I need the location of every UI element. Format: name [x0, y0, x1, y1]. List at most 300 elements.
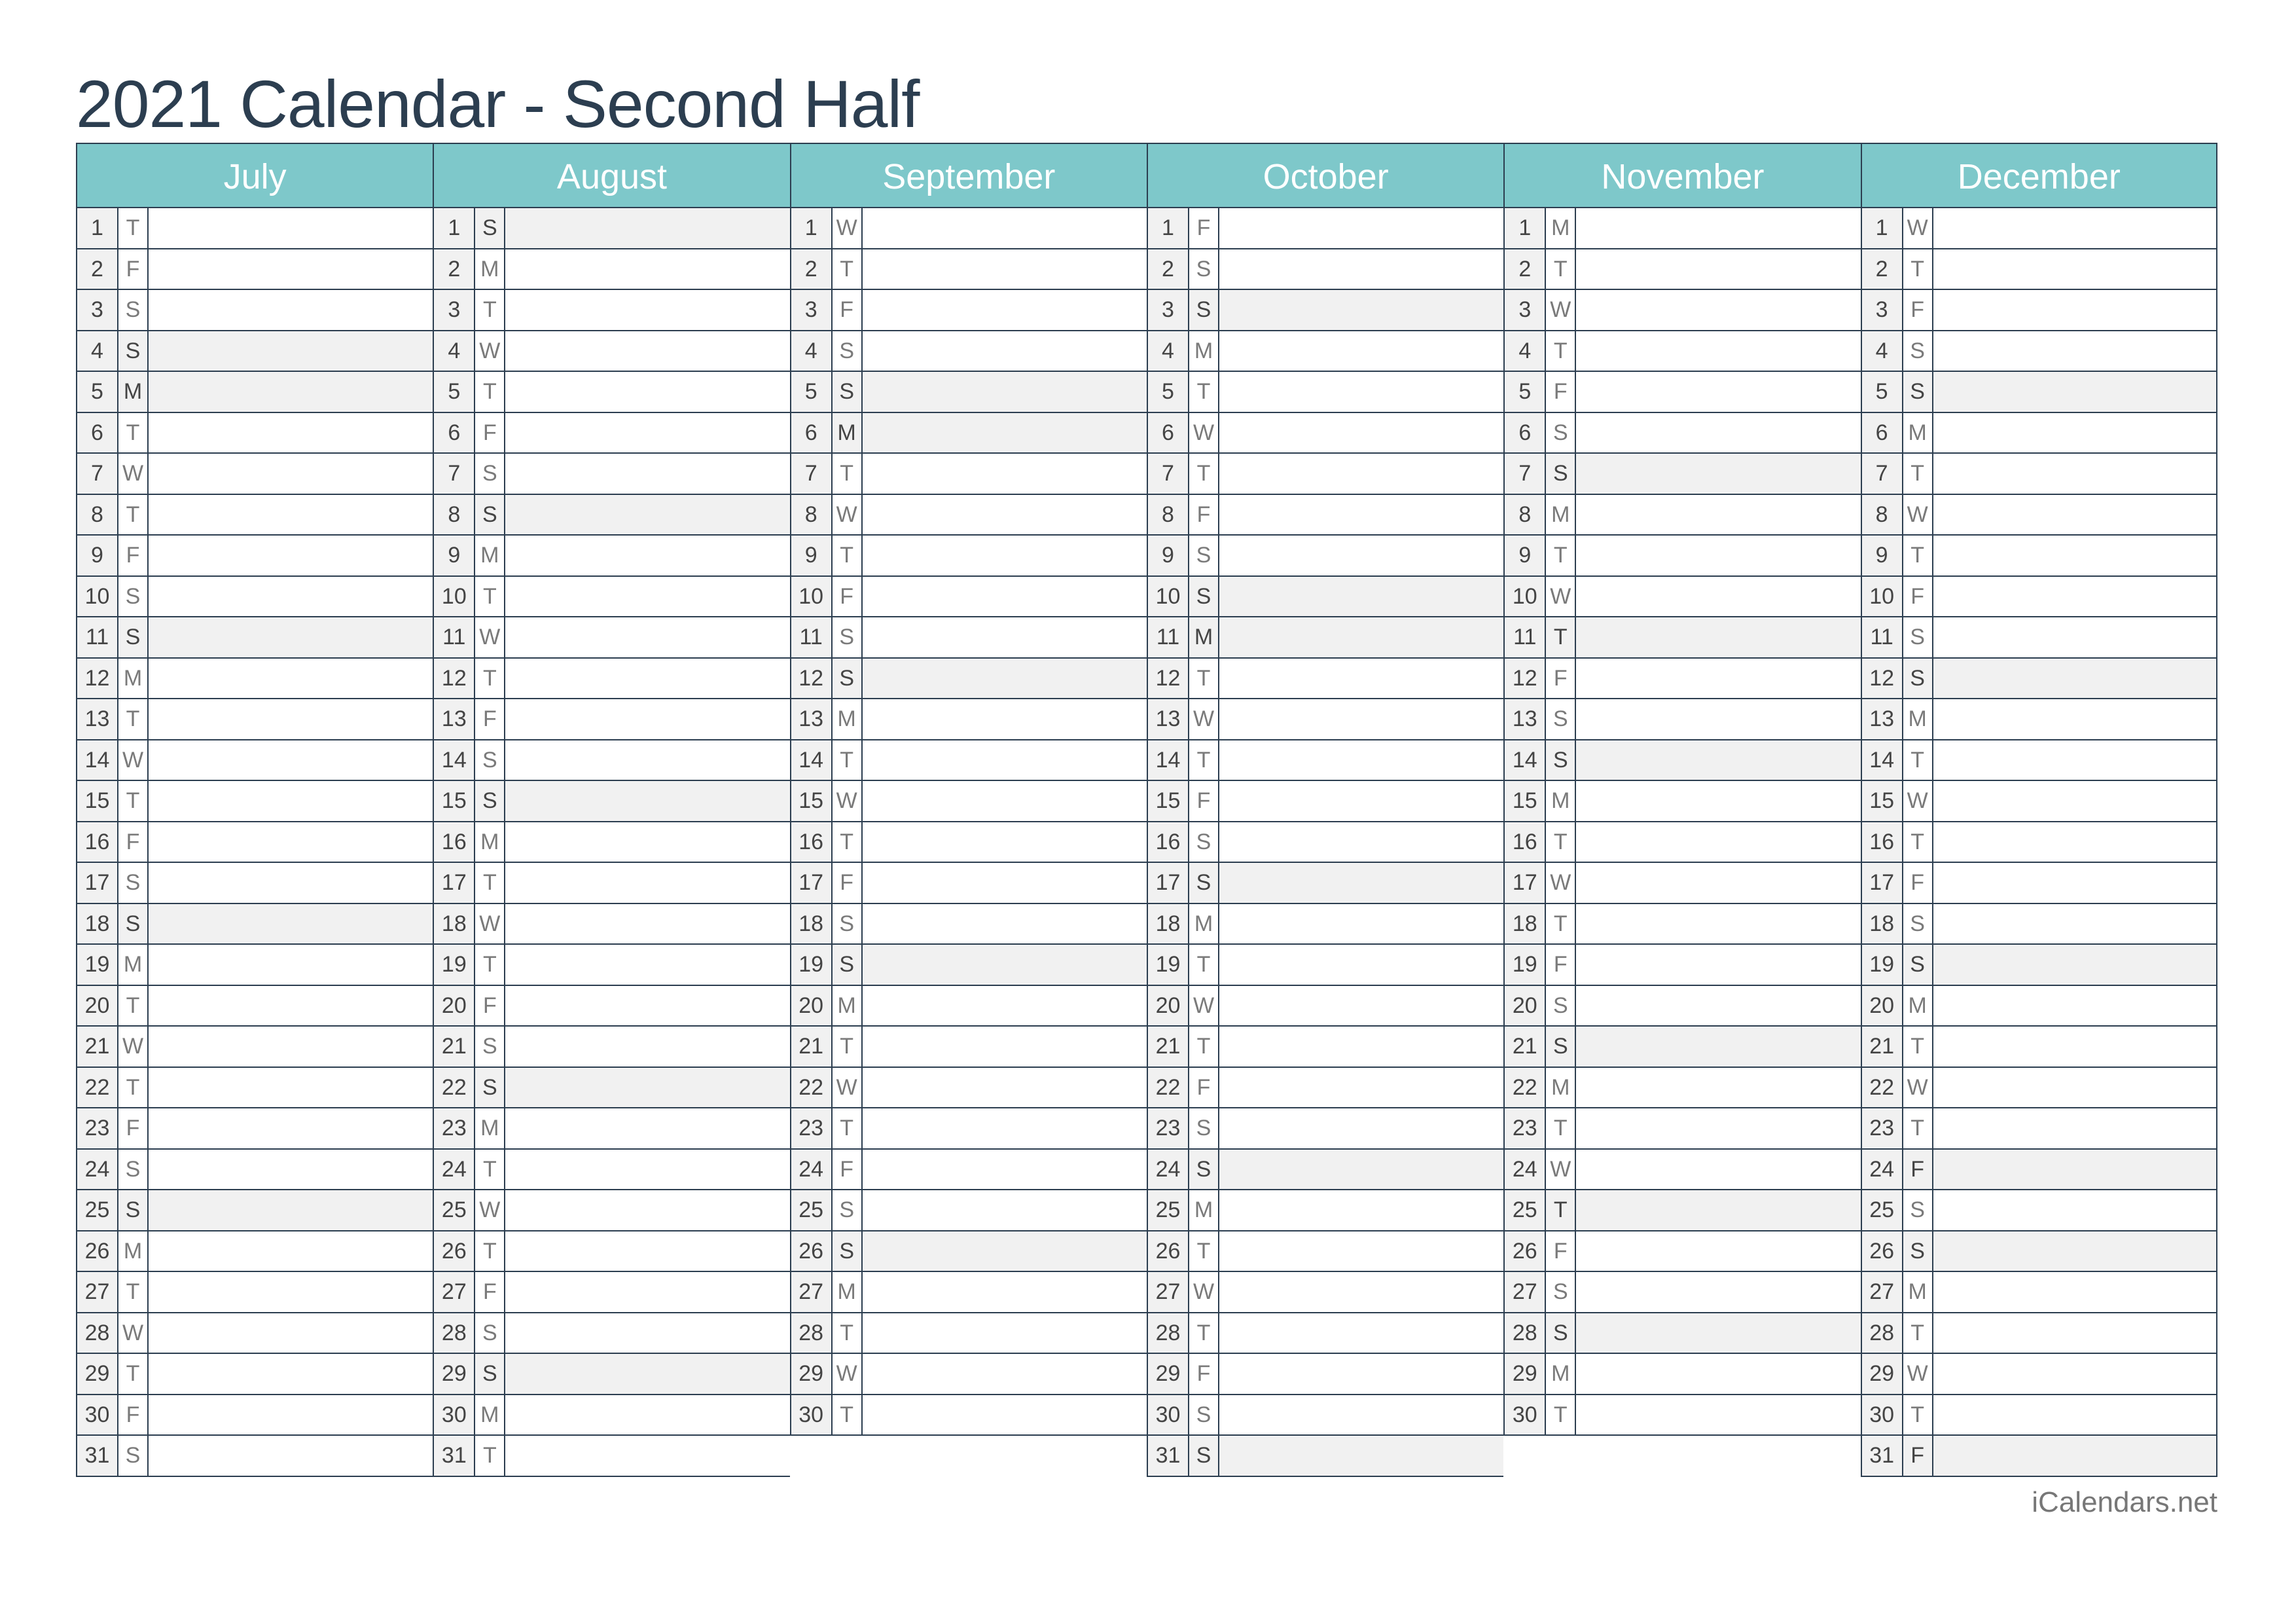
day-row [1861, 699, 2217, 740]
note-cell[interactable] [1576, 249, 1860, 289]
note-cell[interactable] [149, 1354, 433, 1394]
day-row [1503, 454, 1860, 495]
note-cell[interactable] [1576, 863, 1860, 903]
weekday-letter: W [1903, 781, 1933, 821]
note-cell[interactable] [863, 740, 1147, 780]
note-cell[interactable] [863, 822, 1147, 862]
note-cell[interactable] [1219, 495, 1503, 535]
note-cell[interactable] [505, 659, 789, 699]
weekday-letter: M [475, 822, 505, 862]
note-cell[interactable] [1219, 1231, 1503, 1271]
day-number: 10 [1862, 577, 1903, 617]
note-cell[interactable] [1933, 249, 2216, 289]
note-cell[interactable] [149, 1395, 433, 1435]
weekday-letter: S [475, 781, 505, 821]
note-cell[interactable] [1576, 617, 1860, 657]
note-cell[interactable] [1933, 986, 2216, 1026]
note-cell[interactable] [1933, 617, 2216, 657]
note-cell[interactable] [863, 863, 1147, 903]
weekday-letter: T [1189, 740, 1219, 780]
page-title: 2021 Calendar - Second Half [76, 67, 920, 141]
note-cell[interactable] [1576, 372, 1860, 412]
note-cell[interactable] [149, 781, 433, 821]
note-cell[interactable] [505, 945, 789, 985]
note-cell[interactable] [149, 1068, 433, 1108]
weekday-letter: T [833, 740, 863, 780]
weekday-letter: T [833, 1395, 863, 1435]
note-cell[interactable] [1576, 413, 1860, 453]
day-number: 17 [1148, 863, 1189, 903]
weekday-letter: T [118, 1068, 149, 1108]
weekday-letter: S [1903, 372, 1933, 412]
day-number: 14 [1148, 740, 1189, 780]
note-cell[interactable] [1933, 290, 2216, 330]
weekday-letter: M [118, 659, 149, 699]
note-cell[interactable] [149, 577, 433, 617]
weekday-letter: M [1189, 331, 1219, 371]
weekday-letter: S [118, 863, 149, 903]
note-cell[interactable] [1219, 699, 1503, 739]
note-cell[interactable] [505, 1150, 789, 1190]
note-cell[interactable] [1933, 1150, 2216, 1190]
weekday-letter: W [118, 1027, 149, 1067]
weekday-letter: W [118, 454, 149, 494]
day-row [433, 1395, 789, 1436]
note-cell[interactable] [863, 1354, 1147, 1394]
note-cell[interactable] [149, 454, 433, 494]
note-cell[interactable] [1576, 1272, 1860, 1312]
weekday-letter: M [475, 1108, 505, 1148]
day-row [76, 208, 433, 249]
note-cell[interactable] [505, 290, 789, 330]
note-cell[interactable] [863, 1068, 1147, 1108]
day-number: 2 [77, 249, 118, 289]
note-cell[interactable] [1933, 1190, 2216, 1230]
note-cell[interactable] [1576, 495, 1860, 535]
day-row [1503, 1027, 1860, 1068]
note-cell[interactable] [1219, 1150, 1503, 1190]
note-cell[interactable] [505, 1108, 789, 1148]
note-cell[interactable] [1576, 659, 1860, 699]
day-row [790, 822, 1147, 864]
note-cell[interactable] [863, 372, 1147, 412]
day-number: 6 [1148, 413, 1189, 453]
note-cell[interactable] [149, 1108, 433, 1148]
note-cell[interactable] [1219, 1068, 1503, 1108]
note-cell[interactable] [863, 454, 1147, 494]
note-cell[interactable] [1933, 781, 2216, 821]
weekday-letter: T [118, 1354, 149, 1394]
note-cell[interactable] [149, 208, 433, 248]
note-cell[interactable] [1219, 454, 1503, 494]
day-row [790, 740, 1147, 782]
weekday-letter: F [475, 986, 505, 1026]
note-cell[interactable] [1576, 904, 1860, 944]
note-cell[interactable] [149, 1150, 433, 1190]
note-cell[interactable] [149, 822, 433, 862]
note-cell[interactable] [149, 740, 433, 780]
note-cell[interactable] [1576, 699, 1860, 739]
note-cell[interactable] [863, 1272, 1147, 1312]
day-number: 31 [1862, 1436, 1903, 1476]
note-cell[interactable] [1933, 1436, 2216, 1476]
day-row [76, 781, 433, 822]
note-cell[interactable] [863, 1190, 1147, 1230]
day-row [76, 945, 433, 986]
note-cell[interactable] [149, 495, 433, 535]
day-number: 21 [1148, 1027, 1189, 1067]
note-cell[interactable] [1576, 290, 1860, 330]
day-row [1147, 536, 1503, 577]
day-number: 13 [1505, 699, 1546, 739]
day-row [790, 1150, 1147, 1191]
note-cell[interactable] [1933, 1108, 2216, 1148]
note-cell[interactable] [1219, 863, 1503, 903]
weekday-letter: W [1189, 699, 1219, 739]
note-cell[interactable] [1219, 208, 1503, 248]
day-row [433, 1068, 789, 1109]
note-cell[interactable] [1219, 904, 1503, 944]
note-cell[interactable] [863, 290, 1147, 330]
note-cell[interactable] [149, 1027, 433, 1067]
note-cell[interactable] [505, 372, 789, 412]
note-cell[interactable] [505, 331, 789, 371]
day-row [1147, 945, 1503, 986]
day-number: 4 [791, 331, 833, 371]
note-cell[interactable] [1219, 1272, 1503, 1312]
note-cell[interactable] [149, 372, 433, 412]
day-number: 9 [1505, 536, 1546, 575]
note-cell[interactable] [505, 208, 789, 248]
day-number: 3 [1148, 290, 1189, 330]
note-cell[interactable] [1219, 372, 1503, 412]
day-row [790, 781, 1147, 822]
note-cell[interactable] [1219, 1108, 1503, 1148]
day-number: 27 [1862, 1272, 1903, 1312]
note-cell[interactable] [1219, 617, 1503, 657]
note-cell[interactable] [1933, 1395, 2216, 1435]
day-number: 23 [1148, 1108, 1189, 1148]
note-cell[interactable] [149, 904, 433, 944]
note-cell[interactable] [863, 659, 1147, 699]
note-cell[interactable] [505, 1027, 789, 1067]
weekday-letter: T [1546, 249, 1576, 289]
note-cell[interactable] [1576, 577, 1860, 617]
weekday-letter: F [475, 699, 505, 739]
note-cell[interactable] [505, 1436, 789, 1476]
day-number: 15 [1148, 781, 1189, 821]
note-cell[interactable] [505, 863, 789, 903]
note-cell[interactable] [1576, 1231, 1860, 1271]
day-row [433, 1272, 789, 1313]
note-cell[interactable] [1219, 1190, 1503, 1230]
note-cell[interactable] [863, 495, 1147, 535]
note-cell[interactable] [505, 740, 789, 780]
note-cell[interactable] [149, 1272, 433, 1312]
day-row [1861, 1272, 2217, 1313]
note-cell[interactable] [1219, 331, 1503, 371]
day-number: 5 [1505, 372, 1546, 412]
note-cell[interactable] [863, 577, 1147, 617]
note-cell[interactable] [1933, 699, 2216, 739]
day-number: 9 [1148, 536, 1189, 575]
month-header: July [76, 143, 433, 208]
note-cell[interactable] [1933, 577, 2216, 617]
note-cell[interactable] [1933, 454, 2216, 494]
day-row [790, 1313, 1147, 1355]
note-cell[interactable] [1933, 945, 2216, 985]
weekday-letter: S [1903, 1190, 1933, 1230]
day-number: 1 [1862, 208, 1903, 248]
note-cell[interactable] [505, 1231, 789, 1271]
note-cell[interactable] [1576, 740, 1860, 780]
note-cell[interactable] [1219, 577, 1503, 617]
month-column-november [1503, 143, 1860, 1477]
note-cell[interactable] [149, 1190, 433, 1230]
note-cell[interactable] [149, 699, 433, 739]
note-cell[interactable] [1219, 1027, 1503, 1067]
note-cell[interactable] [505, 904, 789, 944]
note-cell[interactable] [149, 249, 433, 289]
note-cell[interactable] [1933, 1272, 2216, 1312]
note-cell[interactable] [149, 536, 433, 575]
note-cell[interactable] [863, 536, 1147, 575]
weekday-letter: T [1546, 536, 1576, 575]
note-cell[interactable] [505, 1272, 789, 1312]
weekday-letter: S [1189, 577, 1219, 617]
note-cell[interactable] [505, 454, 789, 494]
note-cell[interactable] [1933, 372, 2216, 412]
note-cell[interactable] [1933, 536, 2216, 575]
note-cell[interactable] [505, 413, 789, 453]
day-row [1861, 1068, 2217, 1109]
note-cell[interactable] [863, 1027, 1147, 1067]
note-cell[interactable] [1576, 1068, 1860, 1108]
note-cell[interactable] [1933, 904, 2216, 944]
note-cell[interactable] [1933, 1231, 2216, 1271]
day-number: 14 [1505, 740, 1546, 780]
note-cell[interactable] [505, 536, 789, 575]
note-cell[interactable] [149, 617, 433, 657]
note-cell[interactable] [863, 617, 1147, 657]
note-cell[interactable] [1576, 781, 1860, 821]
weekday-letter: F [1546, 659, 1576, 699]
note-cell[interactable] [505, 1190, 789, 1230]
weekday-letter: F [1903, 1436, 1933, 1476]
day-number: 2 [1148, 249, 1189, 289]
note-cell[interactable] [863, 1395, 1147, 1435]
note-cell[interactable] [149, 1231, 433, 1271]
note-cell[interactable] [505, 781, 789, 821]
weekday-letter: S [1546, 1313, 1576, 1353]
day-row [790, 208, 1147, 249]
note-cell[interactable] [149, 290, 433, 330]
day-number: 13 [1148, 699, 1189, 739]
note-cell[interactable] [863, 413, 1147, 453]
note-cell[interactable] [149, 945, 433, 985]
weekday-letter: W [1546, 1150, 1576, 1190]
day-number: 4 [77, 331, 118, 371]
note-cell[interactable] [1933, 863, 2216, 903]
note-cell[interactable] [863, 1108, 1147, 1148]
note-cell[interactable] [505, 1395, 789, 1435]
note-cell[interactable] [1576, 1313, 1860, 1353]
note-cell[interactable] [1219, 1354, 1503, 1394]
weekday-letter: S [118, 331, 149, 371]
note-cell[interactable] [863, 331, 1147, 371]
day-number: 30 [791, 1395, 833, 1435]
weekday-letter: F [833, 577, 863, 617]
note-cell[interactable] [863, 945, 1147, 985]
day-row [1503, 1354, 1860, 1395]
note-cell[interactable] [1933, 208, 2216, 248]
note-cell[interactable] [505, 822, 789, 862]
note-cell[interactable] [1219, 1436, 1503, 1476]
note-cell[interactable] [1219, 1313, 1503, 1353]
note-cell[interactable] [1576, 1395, 1860, 1435]
weekday-letter: T [1903, 249, 1933, 289]
day-number: 30 [1505, 1395, 1546, 1435]
note-cell[interactable] [1933, 413, 2216, 453]
note-cell[interactable] [1219, 290, 1503, 330]
note-cell[interactable] [149, 1313, 433, 1353]
note-cell[interactable] [1933, 822, 2216, 862]
day-row [1861, 577, 2217, 618]
note-cell[interactable] [1933, 331, 2216, 371]
day-row [1147, 495, 1503, 536]
note-cell[interactable] [1219, 659, 1503, 699]
weekday-letter: T [833, 249, 863, 289]
day-number: 31 [1148, 1436, 1189, 1476]
note-cell[interactable] [149, 413, 433, 453]
note-cell[interactable] [1219, 781, 1503, 821]
note-cell[interactable] [1576, 822, 1860, 862]
day-row [433, 536, 789, 577]
note-cell[interactable] [1219, 413, 1503, 453]
note-cell[interactable] [1576, 454, 1860, 494]
day-row [76, 1027, 433, 1068]
day-number: 7 [1505, 454, 1546, 494]
note-cell[interactable] [1933, 1068, 2216, 1108]
note-cell[interactable] [1933, 1313, 2216, 1353]
day-row [1861, 454, 2217, 495]
day-number: 11 [1862, 617, 1903, 657]
day-row [1147, 1150, 1503, 1191]
day-row [1503, 536, 1860, 577]
day-row [76, 822, 433, 864]
weekday-letter: F [1189, 1068, 1219, 1108]
weekday-letter: T [1903, 536, 1933, 575]
note-cell[interactable] [1219, 822, 1503, 862]
day-row [76, 495, 433, 536]
note-cell[interactable] [1219, 536, 1503, 575]
weekday-letter: T [475, 945, 505, 985]
note-cell[interactable] [505, 617, 789, 657]
note-cell[interactable] [1576, 1354, 1860, 1394]
note-cell[interactable] [863, 986, 1147, 1026]
note-cell[interactable] [505, 1313, 789, 1353]
day-number: 26 [77, 1231, 118, 1271]
day-number: 30 [1862, 1395, 1903, 1435]
note-cell[interactable] [1933, 659, 2216, 699]
weekday-letter: T [1903, 1027, 1933, 1067]
note-cell[interactable] [1219, 1395, 1503, 1435]
day-number: 25 [77, 1190, 118, 1230]
note-cell[interactable] [1576, 1150, 1860, 1190]
weekday-letter: M [1189, 904, 1219, 944]
day-row [790, 249, 1147, 291]
day-number: 24 [791, 1150, 833, 1190]
note-cell[interactable] [505, 577, 789, 617]
note-cell[interactable] [505, 495, 789, 535]
weekday-letter: S [833, 659, 863, 699]
day-row [76, 249, 433, 291]
note-cell[interactable] [863, 904, 1147, 944]
note-cell[interactable] [1219, 986, 1503, 1026]
note-cell[interactable] [149, 863, 433, 903]
day-number: 3 [1505, 290, 1546, 330]
note-cell[interactable] [505, 1354, 789, 1394]
day-row [433, 781, 789, 822]
note-cell[interactable] [1576, 1190, 1860, 1230]
weekday-letter: T [475, 1436, 505, 1476]
weekday-letter: S [1189, 863, 1219, 903]
note-cell[interactable] [505, 699, 789, 739]
note-cell[interactable] [1933, 740, 2216, 780]
note-cell[interactable] [1576, 331, 1860, 371]
note-cell[interactable] [1933, 1354, 2216, 1394]
day-row [1503, 1272, 1860, 1313]
weekday-letter: T [1903, 822, 1933, 862]
note-cell[interactable] [863, 208, 1147, 248]
day-row [790, 945, 1147, 986]
note-cell[interactable] [149, 331, 433, 371]
day-row [1147, 617, 1503, 659]
note-cell[interactable] [863, 699, 1147, 739]
note-cell[interactable] [1576, 536, 1860, 575]
note-cell[interactable] [1576, 986, 1860, 1026]
note-cell[interactable] [149, 659, 433, 699]
note-cell[interactable] [863, 1150, 1147, 1190]
note-cell[interactable] [1933, 1027, 2216, 1067]
note-cell[interactable] [1576, 1108, 1860, 1148]
note-cell[interactable] [863, 1313, 1147, 1353]
day-number: 20 [1148, 986, 1189, 1026]
note-cell[interactable] [505, 249, 789, 289]
note-cell[interactable] [1219, 740, 1503, 780]
note-cell[interactable] [863, 781, 1147, 821]
note-cell[interactable] [863, 1231, 1147, 1271]
note-cell[interactable] [1576, 945, 1860, 985]
note-cell[interactable] [505, 1068, 789, 1108]
note-cell[interactable] [149, 986, 433, 1026]
weekday-letter: S [118, 904, 149, 944]
note-cell[interactable] [1219, 945, 1503, 985]
weekday-letter: T [475, 863, 505, 903]
note-cell[interactable] [1933, 495, 2216, 535]
note-cell[interactable] [1576, 1027, 1860, 1067]
weekday-letter: T [1189, 1027, 1219, 1067]
weekday-letter: F [1546, 945, 1576, 985]
note-cell[interactable] [1219, 249, 1503, 289]
note-cell[interactable] [863, 249, 1147, 289]
day-number: 6 [434, 413, 475, 453]
day-row [1861, 822, 2217, 864]
note-cell[interactable] [1576, 208, 1860, 248]
note-cell[interactable] [505, 986, 789, 1026]
day-row [1503, 986, 1860, 1027]
note-cell[interactable] [149, 1436, 433, 1476]
